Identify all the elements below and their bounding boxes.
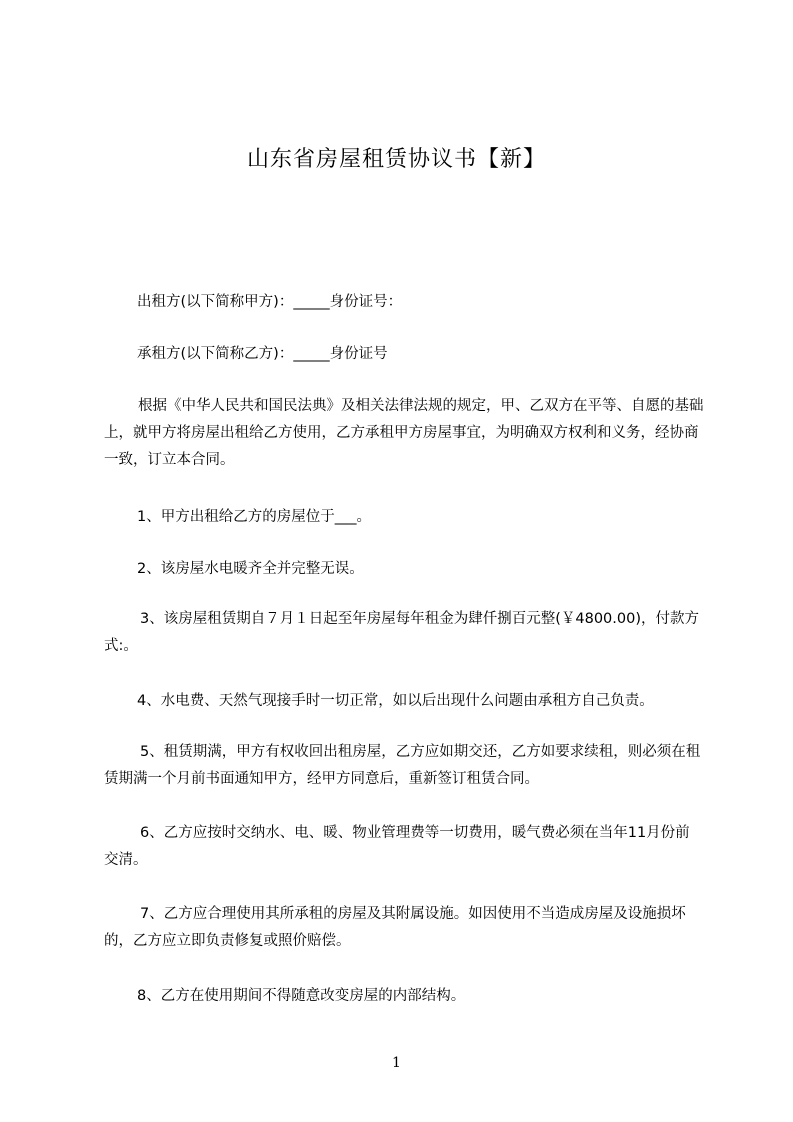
clause-1: 1、甲方出租给乙方的房屋位于___。: [137, 509, 371, 525]
clause-4: 4、水电费、天然气现接手时一切正常，如以后出现什么问题由承租方自己负责。: [137, 693, 654, 709]
lessee-line: 承租方(以下简称乙方)：_____身份证号: [137, 346, 388, 362]
intro-paragraph: 根据《中华人民共和国民法典》及相关法律法规的规定，甲、乙双方在平等、自愿的基础上，就甲方将房屋出租给乙方使用，乙方承租甲方房屋事宜，为明确双方权利和义务，经协商一致，订立本合同。: [104, 398, 704, 468]
document-title: 山东省房屋租赁协议书【新】: [246, 147, 546, 172]
clause-7: 7、乙方应合理使用其所承租的房屋及其附属设施。如因使用不当造成房屋及设施损坏的，乙方应立即负责修复或照价赔偿。: [104, 906, 686, 949]
page-number: 1: [392, 1055, 401, 1071]
clause-2: 2、该房屋水电暖齐全并完整无误。: [137, 561, 364, 577]
clause-5: 5、租赁期满，甲方有权收回出租房屋，乙方应如期交还，乙方如要求续租，则必须在租赁期满一个月前书面通知甲方，经甲方同意后，重新签订租赁合同。: [104, 744, 701, 787]
clause-6: 6、乙方应按时交纳水、电、暖、物业管理费等一切费用，暖气费必须在当年11月份前交清。: [104, 825, 690, 868]
clause-8: 8、乙方在使用期间不得随意改变房屋的内部结构。: [137, 988, 466, 1004]
lessor-line: 出租方(以下简称甲方)：_____身份证号：: [137, 294, 403, 310]
clause-3: 3、该房屋租赁期自７月１日起至年房屋每年租金为肆仟捌百元整(￥4800.00)，付款方式:。: [104, 611, 699, 654]
